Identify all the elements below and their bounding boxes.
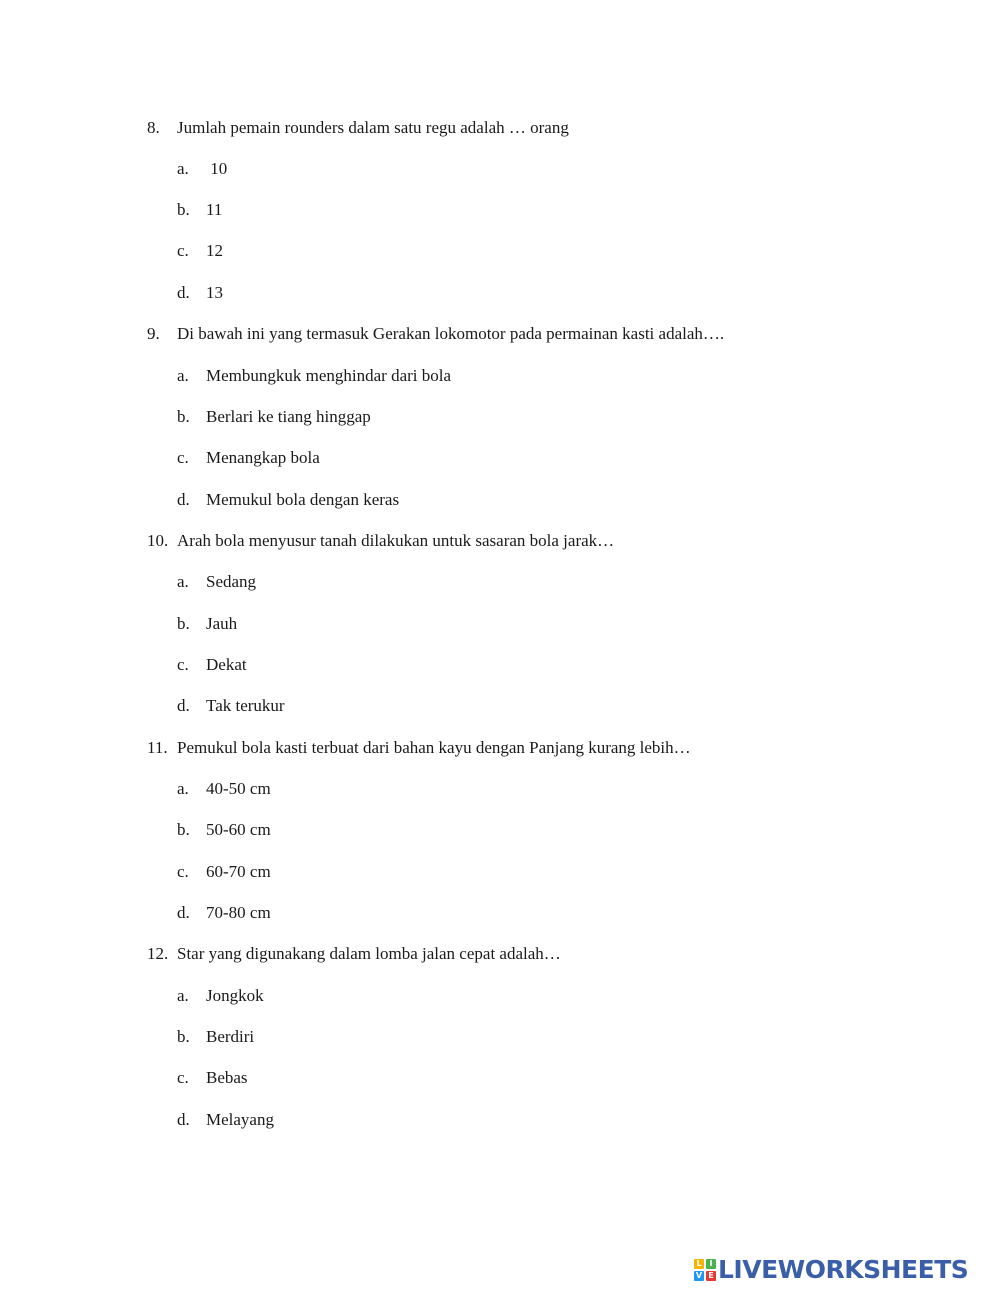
option-text: 12	[206, 241, 223, 260]
option-letter: b.	[177, 820, 190, 839]
option-letter: b.	[177, 407, 190, 426]
question-text: Di bawah ini yang termasuk Gerakan lokomotor pada permainan kasti adalah….	[177, 324, 725, 343]
question-text: Jumlah pemain rounders dalam satu regu adalah … orang	[177, 118, 569, 137]
option-letter: a.	[177, 572, 189, 591]
liveworksheets-mark-icon	[693, 1258, 717, 1282]
question-number: 11.	[147, 738, 168, 757]
option-text: Jongkok	[206, 986, 264, 1005]
option-text: 11	[206, 200, 223, 219]
option-letter: b.	[177, 200, 190, 219]
mark-square-i: I	[706, 1259, 716, 1269]
option-letter: c.	[177, 241, 189, 260]
option-text: 60-70 cm	[206, 862, 271, 881]
question-text: Arah bola menyusur tanah dilakukan untuk sasaran bola jarak…	[177, 531, 615, 550]
option-text: Jauh	[206, 614, 238, 633]
option-text: Menangkap bola	[206, 448, 320, 467]
option-text: Membungkuk menghindar dari bola	[206, 366, 452, 385]
option-letter: d.	[177, 696, 190, 715]
option-text: 13	[206, 283, 223, 302]
option-letter: a.	[177, 159, 189, 178]
option-letter: a.	[177, 366, 189, 385]
option-letter: d.	[177, 490, 190, 509]
question-number: 9.	[147, 324, 160, 343]
option-text: Berdiri	[206, 1027, 255, 1046]
question-number: 10.	[147, 531, 169, 550]
question-text: Pemukul bola kasti terbuat dari bahan kayu dengan Panjang kurang lebih…	[177, 738, 691, 757]
option-letter: a.	[177, 986, 189, 1005]
option-letter: c.	[177, 655, 189, 674]
mark-square-e: E	[706, 1271, 716, 1281]
question-number: 8.	[147, 118, 160, 137]
mark-square-v: V	[695, 1271, 703, 1280]
option-text: 40-50 cm	[206, 779, 271, 798]
question-text: Star yang digunakang dalam lomba jalan cepat adalah…	[177, 944, 561, 963]
brand-text: LIVEWORKSHEETS	[718, 1255, 969, 1284]
option-text: 70-80 cm	[206, 903, 271, 922]
option-letter: d.	[177, 1110, 190, 1129]
option-text: Tak terukur	[206, 696, 285, 715]
option-text: Berlari ke tiang hinggap	[206, 407, 371, 426]
option-letter: c.	[177, 862, 189, 881]
option-letter: a.	[177, 779, 189, 798]
option-letter: b.	[177, 614, 190, 633]
option-text: 50-60 cm	[206, 820, 271, 839]
option-text: 10	[206, 159, 228, 178]
liveworksheets-logo	[693, 1255, 968, 1285]
option-text: Melayang	[206, 1110, 274, 1129]
mark-square-l: L	[694, 1259, 704, 1269]
option-text: Memukul bola dengan keras	[206, 490, 400, 509]
option-letter: d.	[177, 283, 190, 302]
option-text: Sedang	[206, 572, 257, 591]
option-letter: b.	[177, 1027, 190, 1046]
option-letter: c.	[177, 1068, 189, 1087]
option-letter: d.	[177, 903, 190, 922]
option-letter: c.	[177, 448, 189, 467]
option-text: Dekat	[206, 655, 247, 674]
option-text: Bebas	[206, 1068, 248, 1087]
question-number: 12.	[147, 944, 169, 963]
